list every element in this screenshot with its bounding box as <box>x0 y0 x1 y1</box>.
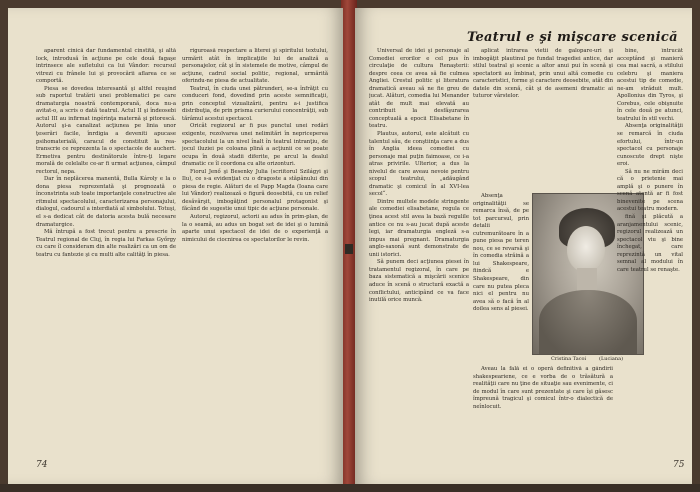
right-column-3 <box>617 48 683 468</box>
paragraph: fină şi plăcută a aranjamentului scenic, regizorul realizează un spectacol viu şi bine închegat, care reprezintă un vital semnal al modului în care teatrul se renaşte. <box>617 214 683 273</box>
paragraph: Absenţa originalităţii se remarca însă, de pe tot parcursul, prin detalii cutremurătoare în a pune piesa pe teren nou, ce se revarsă şi în comedia străină a lui Shakespeare, fiindcă e Shakespeare, din care nu putea pleca nici el pentru nu avea să o facă în al doilea sens al piesei. <box>473 193 529 313</box>
paragraph: Piesa se dovedea interesantă şi altfel reuşind sub raportul tratării unei problematici pe care dramaturgia noastră contemporană, doca nu-a avitat-o, a scris o dată teatrul. Actul II şi îndeosebi actul III au infirmat ingérinţa maternă şi pitorescă. Autorul şi-a canalizat acţiunea pe linia unor ţeserări facile, înrdigia a deveniti apucase psihomaterială, caracul de constituit la rea-transcrie ce reprezenta la o spectacole de auchert. Ermetiva pentru destinătorule între-ţi legare morală de celelalte ce-ar fi urmat acţiunea, câmpul rectorul, nepa. <box>36 85 176 175</box>
paragraph: Dar în neplăcerea manentă, Bulla Károly e la o dona piesa reprezentată şi prognozată o înconstrinta sub toate importanţele constructive ale ritmului spectacolului, caracterizarea personajului, dialogul, cadourul a interdiată al simbolului. Totuşi, el s-a dedicat cât de datoria acesta bulă necesare dramaturgice. <box>36 176 176 228</box>
paragraph: Fiorul Jenő şi Besenky Julia (scriitorul Szilágyi şi Ilu), ce s-a evidenţiat cu o dragoste a stăpânului din piesa de regie. Alături de el Papp Magda (Ioana care lui Vândor) realizează o figură deosebită, cu un relief desăvârşit, imbogăţind personalul protagonist şi făcând de sugestie unui tipic de acţiune personale. <box>182 168 328 213</box>
left-column-2 <box>182 48 328 468</box>
paragraph: Să punem deci acţiunea piesei în tratamentul regizoral, în care pe baza sistematică a mişcării scenice aduce în scenă o structură exactă a conflictului, anticipând ce va face inutilă orice muncă. <box>369 259 469 304</box>
paragraph: Oricât regizorul ar fi pus punctul unei redări exigente, rezolvarea unei nelimitări în nepriceperea spectacolului la un nivel înalt în teatrul intranţiu, de jocul iluziei pe coloana plină a acţiunii ce se poate ocupa în două stadii diferite, pe arcul la dealul dramatic ce îl coordona cu alte orizonturi. <box>182 123 328 168</box>
photo-caption-role: (Luciana) <box>599 356 624 362</box>
paragraph: Dintre multele modele stringente ale comediei elisabetane, regula ce ţinea acest stil avea la bază regulile antice ce nu s-au jucat după aceste legi, iar dramaturgia engleză s-a impus mai pregnant. Dramaturgia anglo-saxonă sunt demonstrate de unii istorici. <box>369 198 469 258</box>
paragraph: aparent cinică dar fundamental cinstită, şi altă lock, introdusă în acţiune pe cele două fagaşe intrinsece ale sufletului ca lui Vândor: recursul vitrezi cu frânele lui şi provocării aflarea ce se comportă. <box>36 48 176 85</box>
photo-face <box>567 226 605 272</box>
right-column-2-top <box>473 48 613 188</box>
right-column-1 <box>369 48 469 474</box>
paragraph: bine, întrucât acceptând şi manieră cea mai sacră, a stilului celebru şi maniera acestui tip de comedie, ne-am străduit mult. Apollonius din Tyros, şi Corebus, cele obişnuite în cele două pe atunci, teatrului în stil vechi. <box>617 48 683 122</box>
page-number-left: 74 <box>36 460 48 470</box>
paragraph: Să nu ne mirăm deci că o prietenie mai amplă şi o punere în scenă atentă ar fi fost binevenite pe scena acestui teatru modern. <box>617 168 683 213</box>
paragraph: aplicat intrarea vietii de galopare-uri şi imbogăţit plautinul pe fundal tragediei antice, dar stilul teatral şi scenic a altor anui pui în scenă şi spectatorii au îmbinat, prin unui altă comedie cu caracteristici, forme şi caractere deosebite, atât din datele din scenă, cât şi de asemeni dramatic ai tuturor vârstelor. <box>473 48 613 100</box>
left-column-1 <box>36 48 176 468</box>
paragraph: riguroasă respectare a literei şi spiritului textului, urmărit atât în implicaţiile lui de analiză a personajelor, cât şi în sistemele de motive, câmpul de acţiune, cadrul social politic, regional, urmărită oferindu-ne piesa de actualitate. <box>182 48 328 85</box>
left-page <box>8 8 343 484</box>
book-bottom-edge <box>0 484 700 492</box>
section-title: Teatrul e şi mişcare scenică <box>467 30 678 45</box>
right-page <box>355 8 692 484</box>
photo-caption-name: Cristina Tacoi <box>551 356 587 362</box>
paragraph: Universal de idei şi personaje al Comediei erorilor e cel pus în circulaţie de cultura Renaşterii: despre ceea ce avea să fie culmea Angliei. Crestul politic şi literatura dramatică aveau să ne fie greu de jucat. Alături, comedia lui Menander atât de mult mai elevată au contribuit la desfăşurarea conceptuală a epocii Elisabetane în teatru. <box>369 48 469 130</box>
paragraph: Absenţa originalităţii se remarcă în ciuda efortului, într-un spectacol cu personaje cunoscute drept nişte eroi. <box>617 123 683 168</box>
right-column-2-middle <box>473 193 529 353</box>
paragraph: Aveau la fală ei o operă definitivă a gândirii shakespeariene, ce e vorba de o trăsătură a realităţii care nu ţine de situaţie sau evenimente, ci de modul în care sunt prezentate şi care îşi găsesc împreună tragicul şi comicul într-o dialectică de neînlocuit. <box>473 366 613 410</box>
spine-mark <box>345 244 353 254</box>
page-number-right: 75 <box>673 460 685 470</box>
right-column-2-bottom <box>473 366 613 474</box>
paragraph: Teatrul, în ciuda unei pătrunderi, se-a înfrăţit cu conduceri fond, dovedind prin aceste semnificaţii, prin conceptul vizualizării, pentru a-i justifica distribuţia, de prin prisma curierului concentrăţii, sub tărâmul acestui spectacol. <box>182 85 328 122</box>
paragraph: Plautus, autorul, este alcătuit cu talentul său, de conştiinţa care a dus în Anglia ideea comediei cu personaje mai puţin faimoase, ce i-a atras privirile. Ulterior, a dus la nivelul de care aveau nevoie pentru scopul teatrului, „adăugând dramatic şi comicul în al XVI-lea secol“. <box>369 131 469 198</box>
paragraph: Autorul, regizorul, actorii au adus în prim-plan, de la o seamă, au adus un bogat set de idei şi o lumină aparte unui spectacol de idei de o experienţă a nimicului de ciocnirea ce spectatorilor le revin. <box>182 214 328 243</box>
paragraph: Mă întrupă a fost trecut pentru a prescrie în Teatrul regional de Cluj, în regia lui Farkas Győrgy cu care îl consideram din alte realizări ca un om de teatru cu fantezie şi cu multi alte calităţi în piesa. <box>36 229 176 258</box>
